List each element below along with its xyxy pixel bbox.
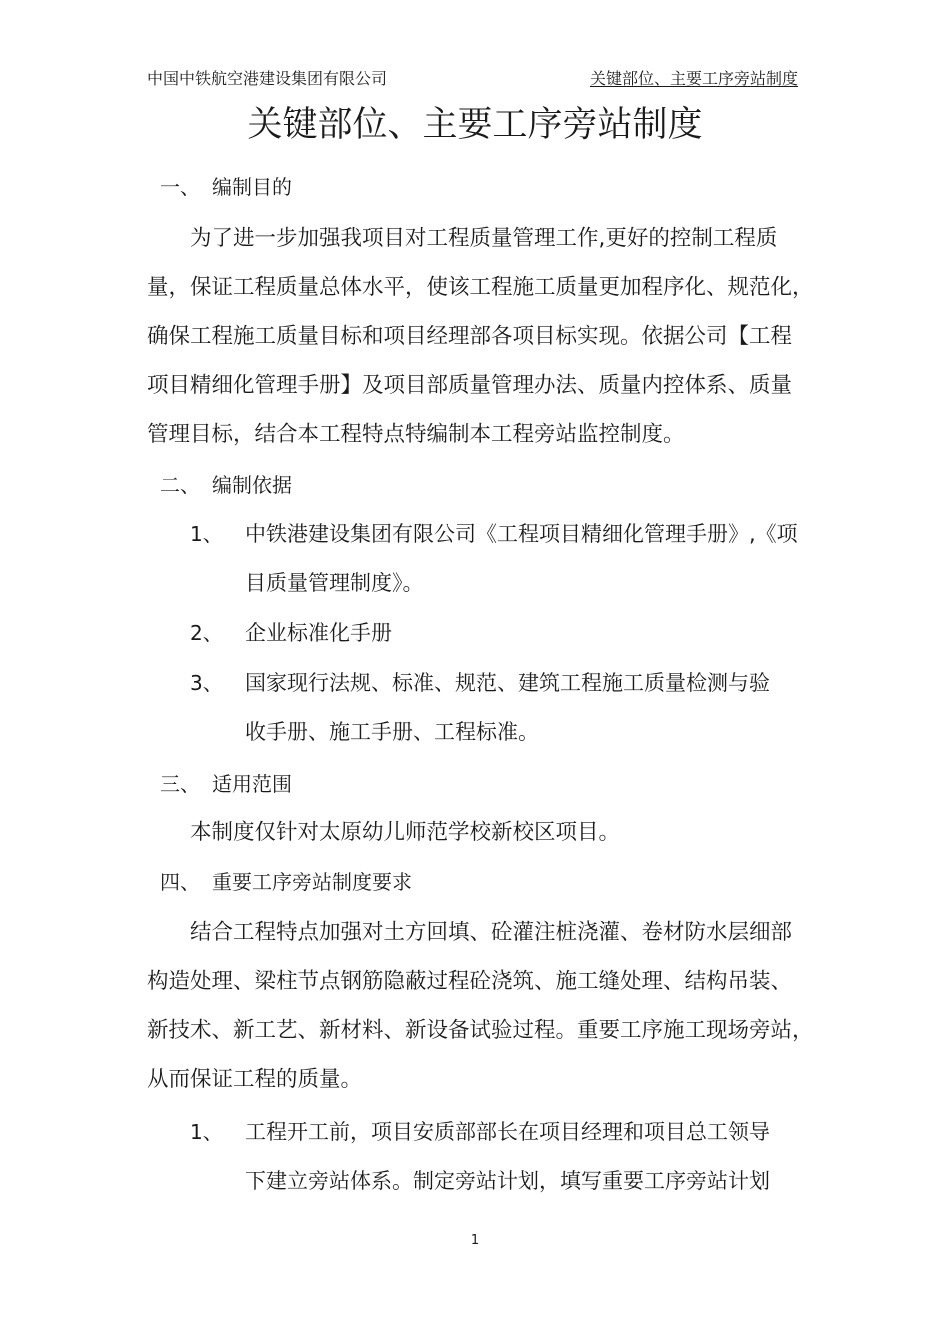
section-heading-4: [160, 867, 412, 897]
paragraph-line: 管理目标，结合本工程特点特编制本工程旁站监控制度。: [147, 422, 685, 447]
list-item-line: 企业标准化手册: [245, 621, 392, 645]
section-heading-1: [160, 172, 292, 202]
section-4-paragraph: [147, 908, 814, 1104]
list-marker: 1、: [190, 1120, 223, 1144]
paragraph-line: 从而保证工程的质量。: [147, 1067, 363, 1092]
paragraph-line: 本制度仅针对太原幼儿师范学校新校区项目。: [147, 820, 621, 845]
header-doc-title: 关键部位、主要工序旁站制度: [589, 69, 798, 88]
paragraph-line: 新技术、新工艺、新材料、新设备试验过程。重要工序施工现场旁站，: [147, 1018, 814, 1043]
list-marker: 3、: [190, 671, 223, 695]
section-number: 一、: [160, 175, 200, 199]
section-title: 编制目的: [212, 175, 292, 199]
section-title: 编制依据: [212, 473, 292, 497]
section-title: 重要工序旁站制度要求: [212, 870, 412, 894]
paragraph-line: 构造处理、梁柱节点钢筋隐蔽过程砼浇筑、施工缝处理、结构吊装、: [147, 969, 793, 994]
paragraph-line: 量，保证工程质量总体水平，使该工程施工质量更加程序化、规范化，: [147, 275, 814, 300]
section-heading-3: [160, 769, 292, 799]
page-number: 1: [470, 1233, 480, 1248]
section-title: 适用范围: [212, 772, 292, 796]
paragraph-line: 结合工程特点加强对土方回填、砼灌注桩浇灌、卷材防水层细部: [147, 920, 793, 945]
list-item-line: 收手册、施工手册、工程标准。: [245, 720, 539, 744]
section-number: 四、: [160, 870, 200, 894]
list-item-line: 下建立旁站体系。制定旁站计划，填写重要工序旁站计划: [245, 1169, 770, 1193]
section-number: 三、: [160, 772, 200, 796]
list-item-line: 目质量管理制度》。: [245, 571, 424, 595]
section-number: 二、: [160, 473, 200, 497]
header-company: 中国中铁航空港建设集团有限公司: [147, 69, 388, 88]
paragraph-line: 确保工程施工质量目标和项目经理部各项目标实现。依据公司【工程: [147, 324, 793, 349]
list-item-line: 国家现行法规、标准、规范、建筑工程施工质量检测与验: [245, 671, 770, 695]
page-title: 关键部位、主要工序旁站制度: [247, 105, 703, 145]
list-item-line: 中铁港建设集团有限公司《工程项目精细化管理手册》,《项: [245, 522, 798, 546]
list-marker: 2、: [190, 621, 223, 645]
section-3-paragraph: [147, 808, 807, 857]
section-1-paragraph: [147, 214, 814, 459]
list-marker: 1、: [190, 522, 223, 546]
section-heading-2: [160, 470, 292, 500]
list-item-line: 工程开工前，项目安质部部长在项目经理和项目总工领导: [245, 1120, 770, 1144]
paragraph-line: 为了进一步加强我项目对工程质量管理工作,更好的控制工程质: [147, 226, 778, 251]
paragraph-line: 项目精细化管理手册】及项目部质量管理办法、质量内控体系、质量: [147, 373, 793, 398]
